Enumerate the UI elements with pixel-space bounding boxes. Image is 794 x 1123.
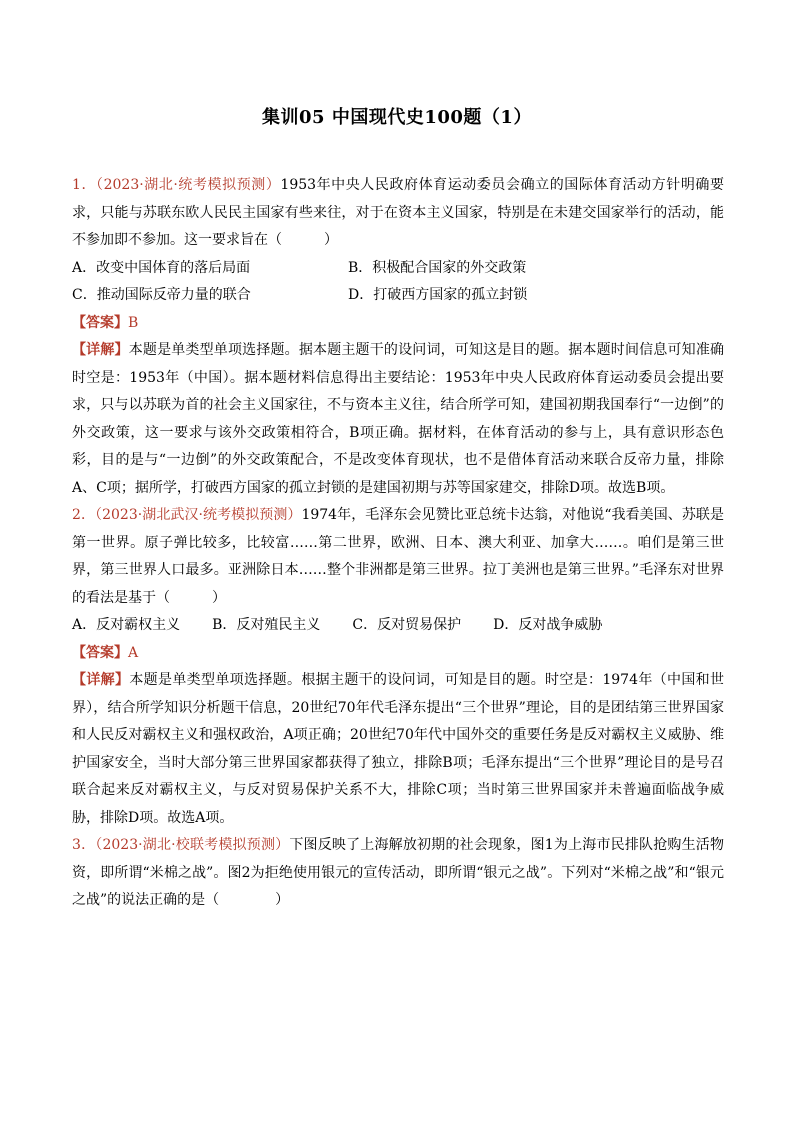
question-1-stem <box>72 172 724 255</box>
question-2-option-a: A．反对霸权主义 <box>72 617 181 633</box>
question-2-option-c: C．反对贸易保护 <box>352 617 462 633</box>
detail-text: 本题是单类型单项选择题。根据主题干的设问词，可知是目的题。时空是：1974年（中国和世界），结合所学知识分析题干信息，20世纪70年代毛泽东提出“三个世界”理论，目的是团结第三世界国家和人民反对霸权主义和强权政治，A项正确；20世纪70年代中国外交的重要任务是反对霸权主义威胁、维护国家安全，当时大部分第三世界国家都获得了独立，排除B项；毛泽东提出“三个世界”理论目的是号召联合起来反对霸权主义，与反对贸易保护关系不大，排除C项；当时第三世界国家并未普遍面临战争威胁，排除D项。故选A项。 <box>72 672 724 826</box>
document-content <box>72 172 724 915</box>
question-1-number: 1． <box>72 177 97 193</box>
question-1-detail <box>72 337 724 502</box>
question-3-number: 3． <box>72 837 96 853</box>
detail-tag: 【详解】 <box>72 342 129 358</box>
answer-value: A <box>128 644 139 661</box>
question-1-option-b: B．积极配合国家的外交政策 <box>348 259 527 276</box>
question-3-stem <box>72 832 724 915</box>
question-2-options <box>72 612 724 640</box>
question-2-stem <box>72 502 724 612</box>
question-1-option-d: D．打破西方国家的孤立封锁 <box>348 287 528 303</box>
question-2-option-b: B．反对殖民主义 <box>212 617 321 633</box>
question-2-number: 2． <box>72 507 96 523</box>
question-1-source: （2023·湖北·统考模拟预测） <box>96 177 281 193</box>
question-3-text: 下图反映了上海解放初期的社会现象，图1为上海市民排队抢购生活物资，即所谓“米棉之战”。图2为拒绝使用银元的宣传活动，即所谓“银元之战”。下列对“米棉之战”和“银元之战”的说法正确的是（ ） <box>72 837 724 908</box>
question-3-source: （2023·湖北·校联考模拟预测） <box>95 837 290 853</box>
question-1-option-a: A．改变中国体育的落后局面 <box>72 259 251 276</box>
answer-tag: 【答案】 <box>72 314 128 331</box>
question-2-detail <box>72 667 724 832</box>
page-title: 集训05 中国现代史100题（1） <box>262 107 532 128</box>
question-2-option-d: D．反对战争威胁 <box>493 617 603 633</box>
question-2-source: （2023·湖北武汉·统考模拟预测） <box>95 507 302 523</box>
detail-tag: 【详解】 <box>72 672 130 688</box>
question-1-answer <box>72 310 724 338</box>
question-2-answer <box>72 640 724 668</box>
question-2-text: 1974年，毛泽东会见赞比亚总统卡达翁，对他说“我看美国、苏联是第一世界。原子弹比较多，比较富……第二世界，欧洲、日本、澳大利亚、加拿大……。咱们是第三世界，第三世界人口最多。亚洲除日本……整个非洲都是第三世界。拉丁美洲也是第三世界。”毛泽东对世界的看法是基于（ ） <box>72 507 724 606</box>
detail-text: 本题是单类型单项选择题。据本题主题干的设问词，可知这是目的题。据本题时间信息可知准确时空是：1953年（中国）。据本题材料信息得出主要结论：1953年中央人民政府体育运动委员会提出要求，只与以苏联为首的社会主义国家往，不与资本主义往，结合所学可知，建国初期我国奉行“一边倒”的外交政策，这一要求与该外交政策相符合，B项正确。据材料，在体育活动的参与上，具有意识形态色彩，目的是与“一边倒”的外交政策配合，不是改变体育现状，也不是借体育活动来联合反帝力量，排除A、C项；据所学，打破西方国家的孤立封锁的是建国初期与苏等国家建交，排除D项。故选B项。 <box>72 342 725 496</box>
question-1-option-c: C．推动国际反帝力量的联合 <box>72 287 251 303</box>
answer-value: B <box>128 314 139 331</box>
question-1-options-row-1 <box>72 255 724 283</box>
question-1-options-row-2 <box>72 282 724 310</box>
question-1-text: 1953年中央人民政府体育运动委员会确立的国际体育活动方针明确要求，只能与苏联东欧人民民主国家有些来往，对于在资本主义国家，特别是在未建交国家举行的活动，能不参加即不参加。这一要求旨在（ ） <box>72 177 724 248</box>
answer-tag: 【答案】 <box>72 644 128 661</box>
